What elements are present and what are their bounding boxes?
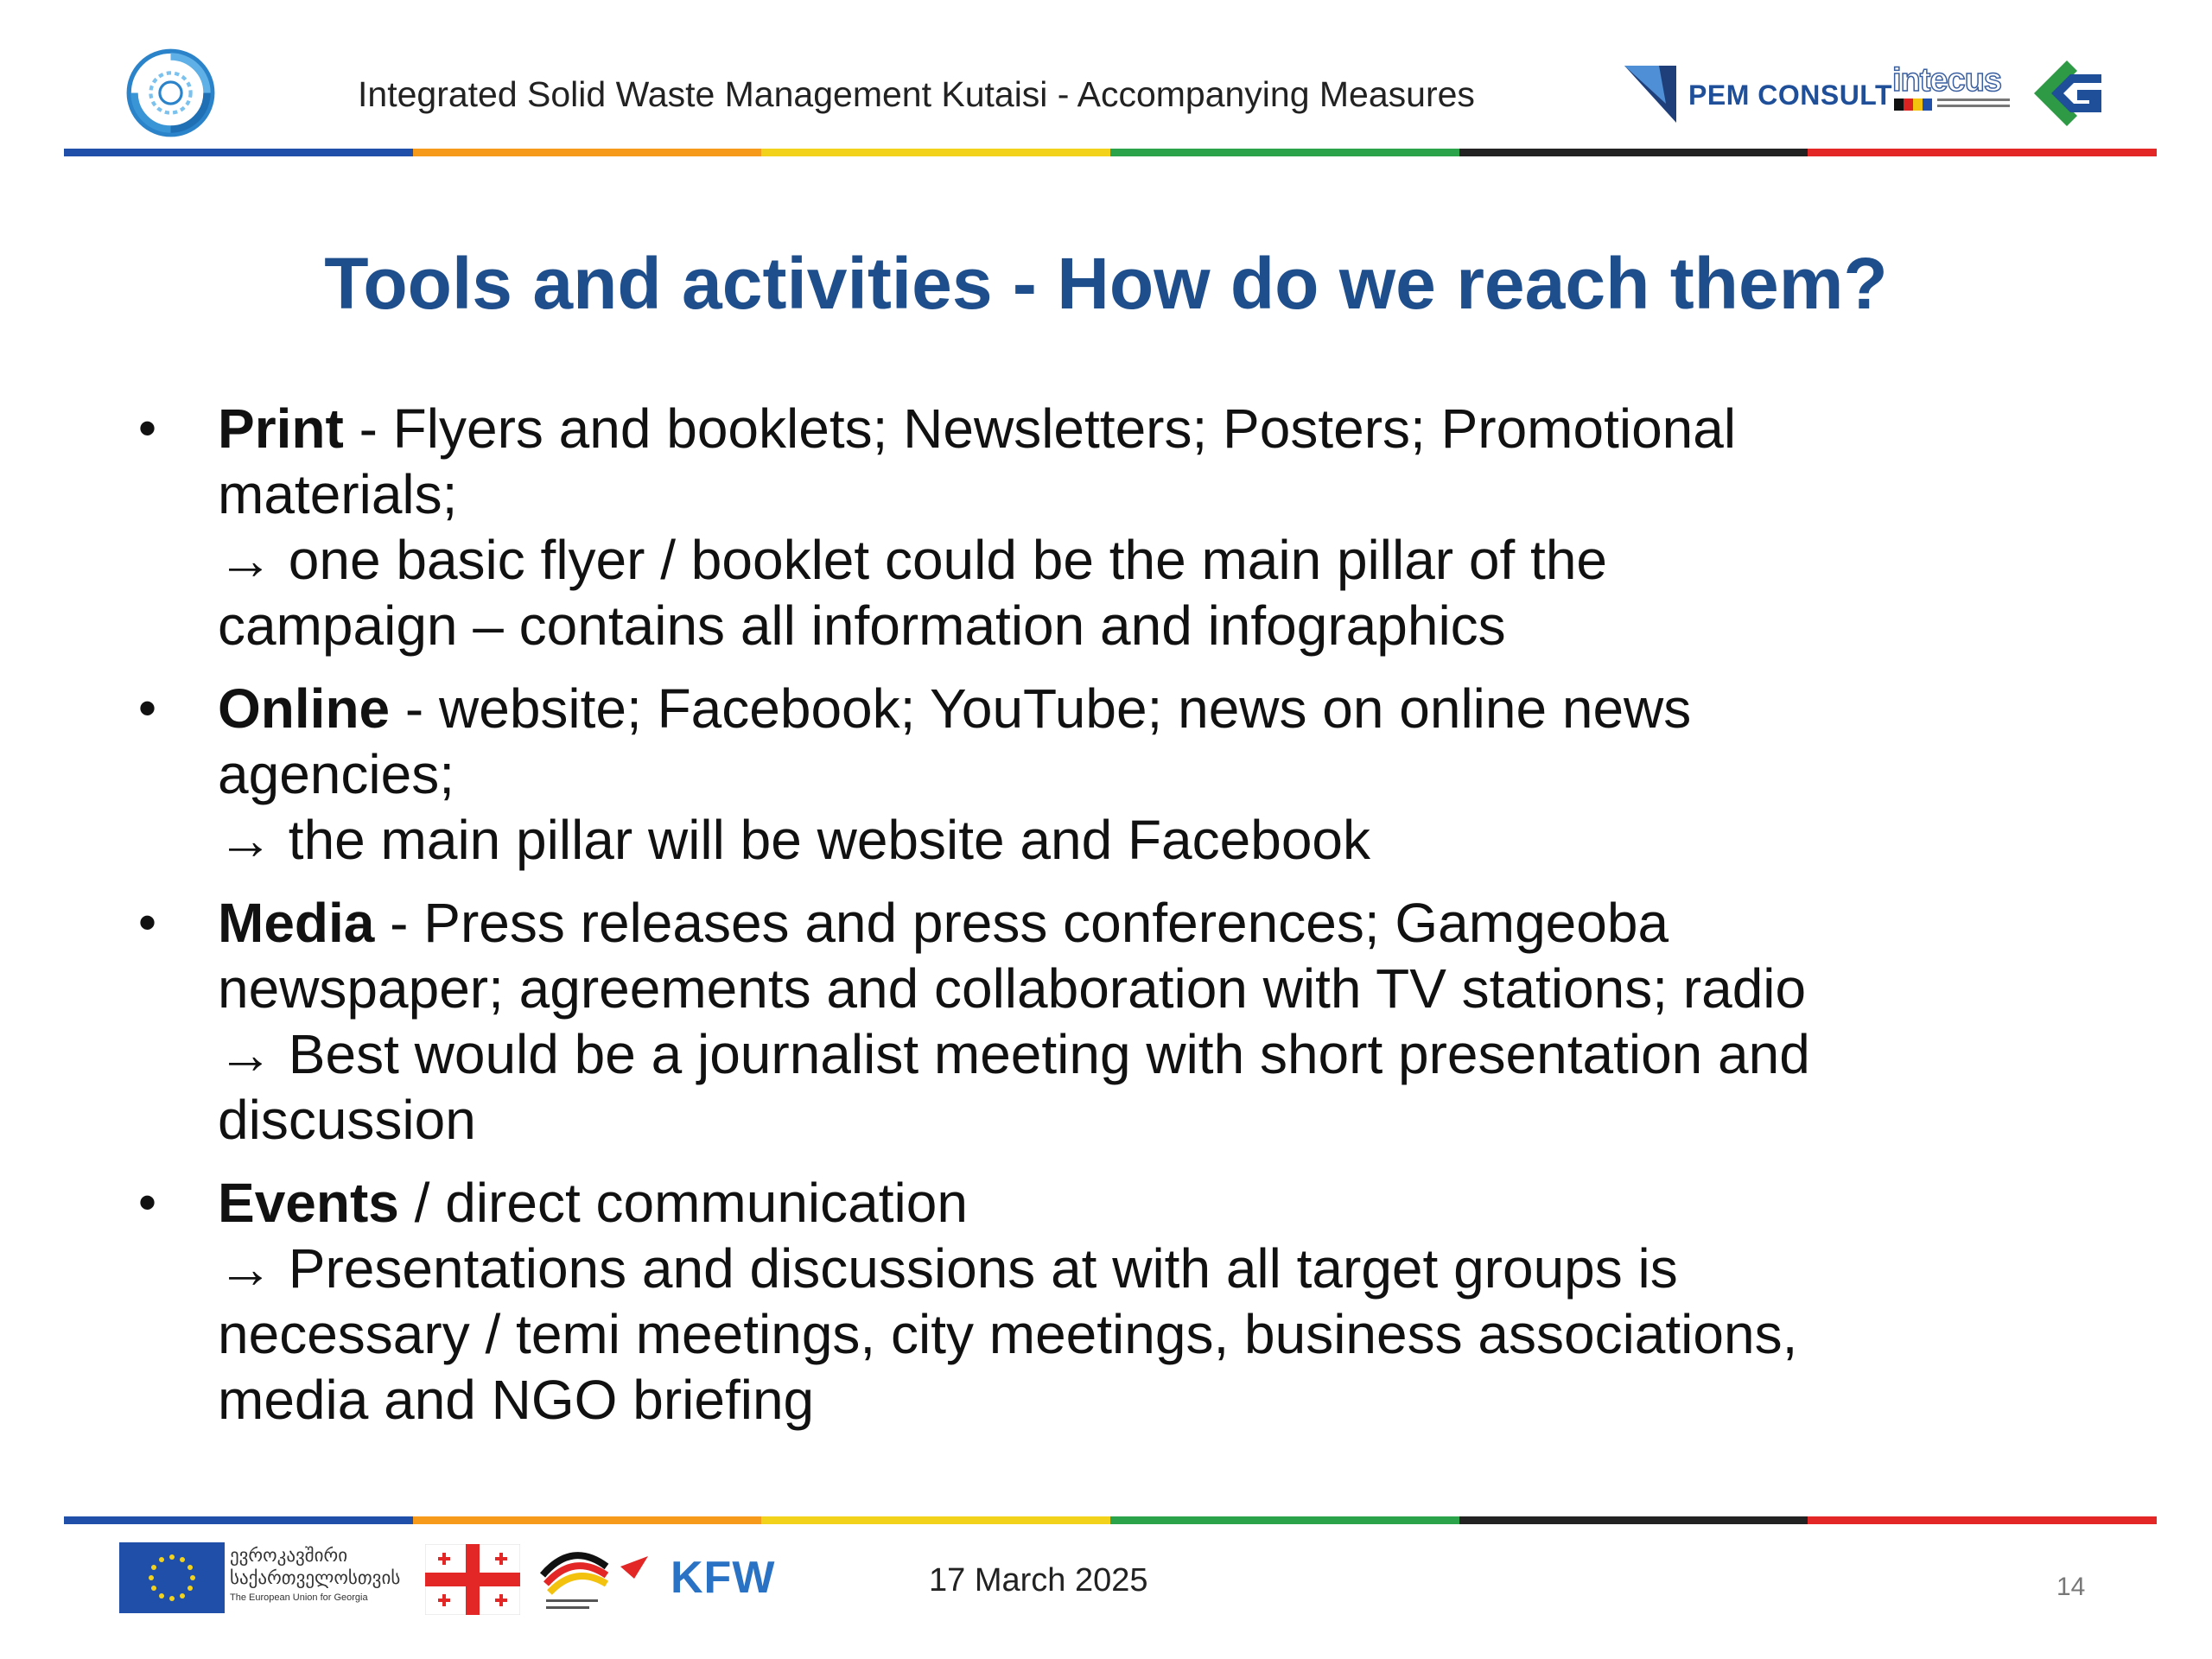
bullet-media xyxy=(130,890,2100,1153)
kfw-logo-text: KFW xyxy=(671,1553,776,1603)
bullet-text: - Press releases and press conferences; Gamgeoba xyxy=(374,892,1669,954)
georgia-flag-icon xyxy=(425,1544,520,1615)
page-number: 14 xyxy=(2056,1573,2086,1601)
arrow-right-icon: → xyxy=(218,809,273,871)
bullet-line xyxy=(218,1170,2100,1236)
footer-date: 17 March 2025 xyxy=(929,1562,1148,1599)
bullet-print xyxy=(130,396,2100,658)
pem-consult-logo xyxy=(1624,66,1918,126)
bullet-line xyxy=(218,676,2100,741)
arrow-text: the main pillar will be website and Facebook xyxy=(273,809,1370,871)
bullet-text: / direct communication xyxy=(398,1172,968,1234)
intecus-logo xyxy=(1892,62,2013,123)
bullet-arrow-line xyxy=(218,807,2100,873)
bullet-dot: • xyxy=(138,679,157,737)
bullet-arrow-line xyxy=(218,1236,2100,1301)
bullet-line: agencies; xyxy=(218,743,454,805)
header-title: Integrated Solid Waste Management Kutaisi - Accompanying Measures xyxy=(358,74,1475,114)
arrow-text: Presentations and discussions at with all target groups is xyxy=(273,1237,1678,1300)
eu-flag-icon xyxy=(119,1542,225,1613)
slide-title: Tools and activities - How do we reach them? xyxy=(324,243,1888,324)
g-arrow-logo-icon xyxy=(2032,59,2107,128)
bullet-term: Print xyxy=(218,397,344,460)
bullet-line: media and NGO briefing xyxy=(218,1369,815,1431)
bullet-line: necessary / temi meetings, city meetings, business associations, xyxy=(218,1303,1798,1365)
bullet-arrow-line xyxy=(218,1021,2100,1087)
footer-color-stripe xyxy=(64,1516,2157,1524)
intecus-wordmark: intecus xyxy=(1892,62,2002,99)
eu-text-georgian-1: ევროკავშირი xyxy=(230,1546,348,1566)
arrow-text: one basic flyer / booklet could be the main pillar of the xyxy=(273,529,1607,591)
intecus-flag-bar xyxy=(1894,99,1932,111)
bullet-text: - website; Facebook; YouTube; news on online news xyxy=(390,677,1692,740)
arrow-right-icon: → xyxy=(218,1237,273,1300)
pem-triangle-logo-icon xyxy=(1624,66,1676,123)
german-cooperation-logo-icon xyxy=(537,1541,658,1618)
bullet-list xyxy=(130,396,2100,1450)
bullet-dot: • xyxy=(138,399,157,457)
bullet-line: campaign – contains all information and infographics xyxy=(218,594,1506,657)
header-color-stripe xyxy=(64,149,2157,156)
bullet-online xyxy=(130,676,2100,873)
bullet-line: materials; xyxy=(218,463,458,525)
bullet-text: - Flyers and booklets; Newsletters; Posters; Promotional xyxy=(343,397,1737,460)
eu-for-georgia-text xyxy=(230,1545,420,1605)
bullet-dot: • xyxy=(138,893,157,951)
slide-header xyxy=(0,0,2212,164)
bullet-line xyxy=(218,396,2100,461)
intecus-subtitle-lines xyxy=(1937,99,2010,116)
arrow-text: Best would be a journalist meeting with short presentation and xyxy=(273,1023,1810,1085)
arrow-right-icon: → xyxy=(218,1023,273,1085)
bullet-term: Media xyxy=(218,892,375,954)
bullet-term: Events xyxy=(218,1172,399,1234)
project-swirl-logo-icon xyxy=(125,48,216,138)
bullet-events xyxy=(130,1170,2100,1433)
pem-consult-text: PEM CONSULT xyxy=(1688,79,1893,111)
bullet-line xyxy=(218,890,2100,956)
eu-text-english: The European Union for Georgia xyxy=(230,1592,368,1603)
eu-text-georgian-2: საქართველოსთვის xyxy=(230,1568,401,1588)
bullet-line: discussion xyxy=(218,1089,476,1151)
bullet-dot: • xyxy=(138,1173,157,1231)
arrow-right-icon: → xyxy=(218,529,273,591)
bullet-term: Online xyxy=(218,677,391,740)
bullet-arrow-line xyxy=(218,527,2100,593)
bullet-line: newspaper; agreements and collaboration with TV stations; radio xyxy=(218,957,1807,1020)
